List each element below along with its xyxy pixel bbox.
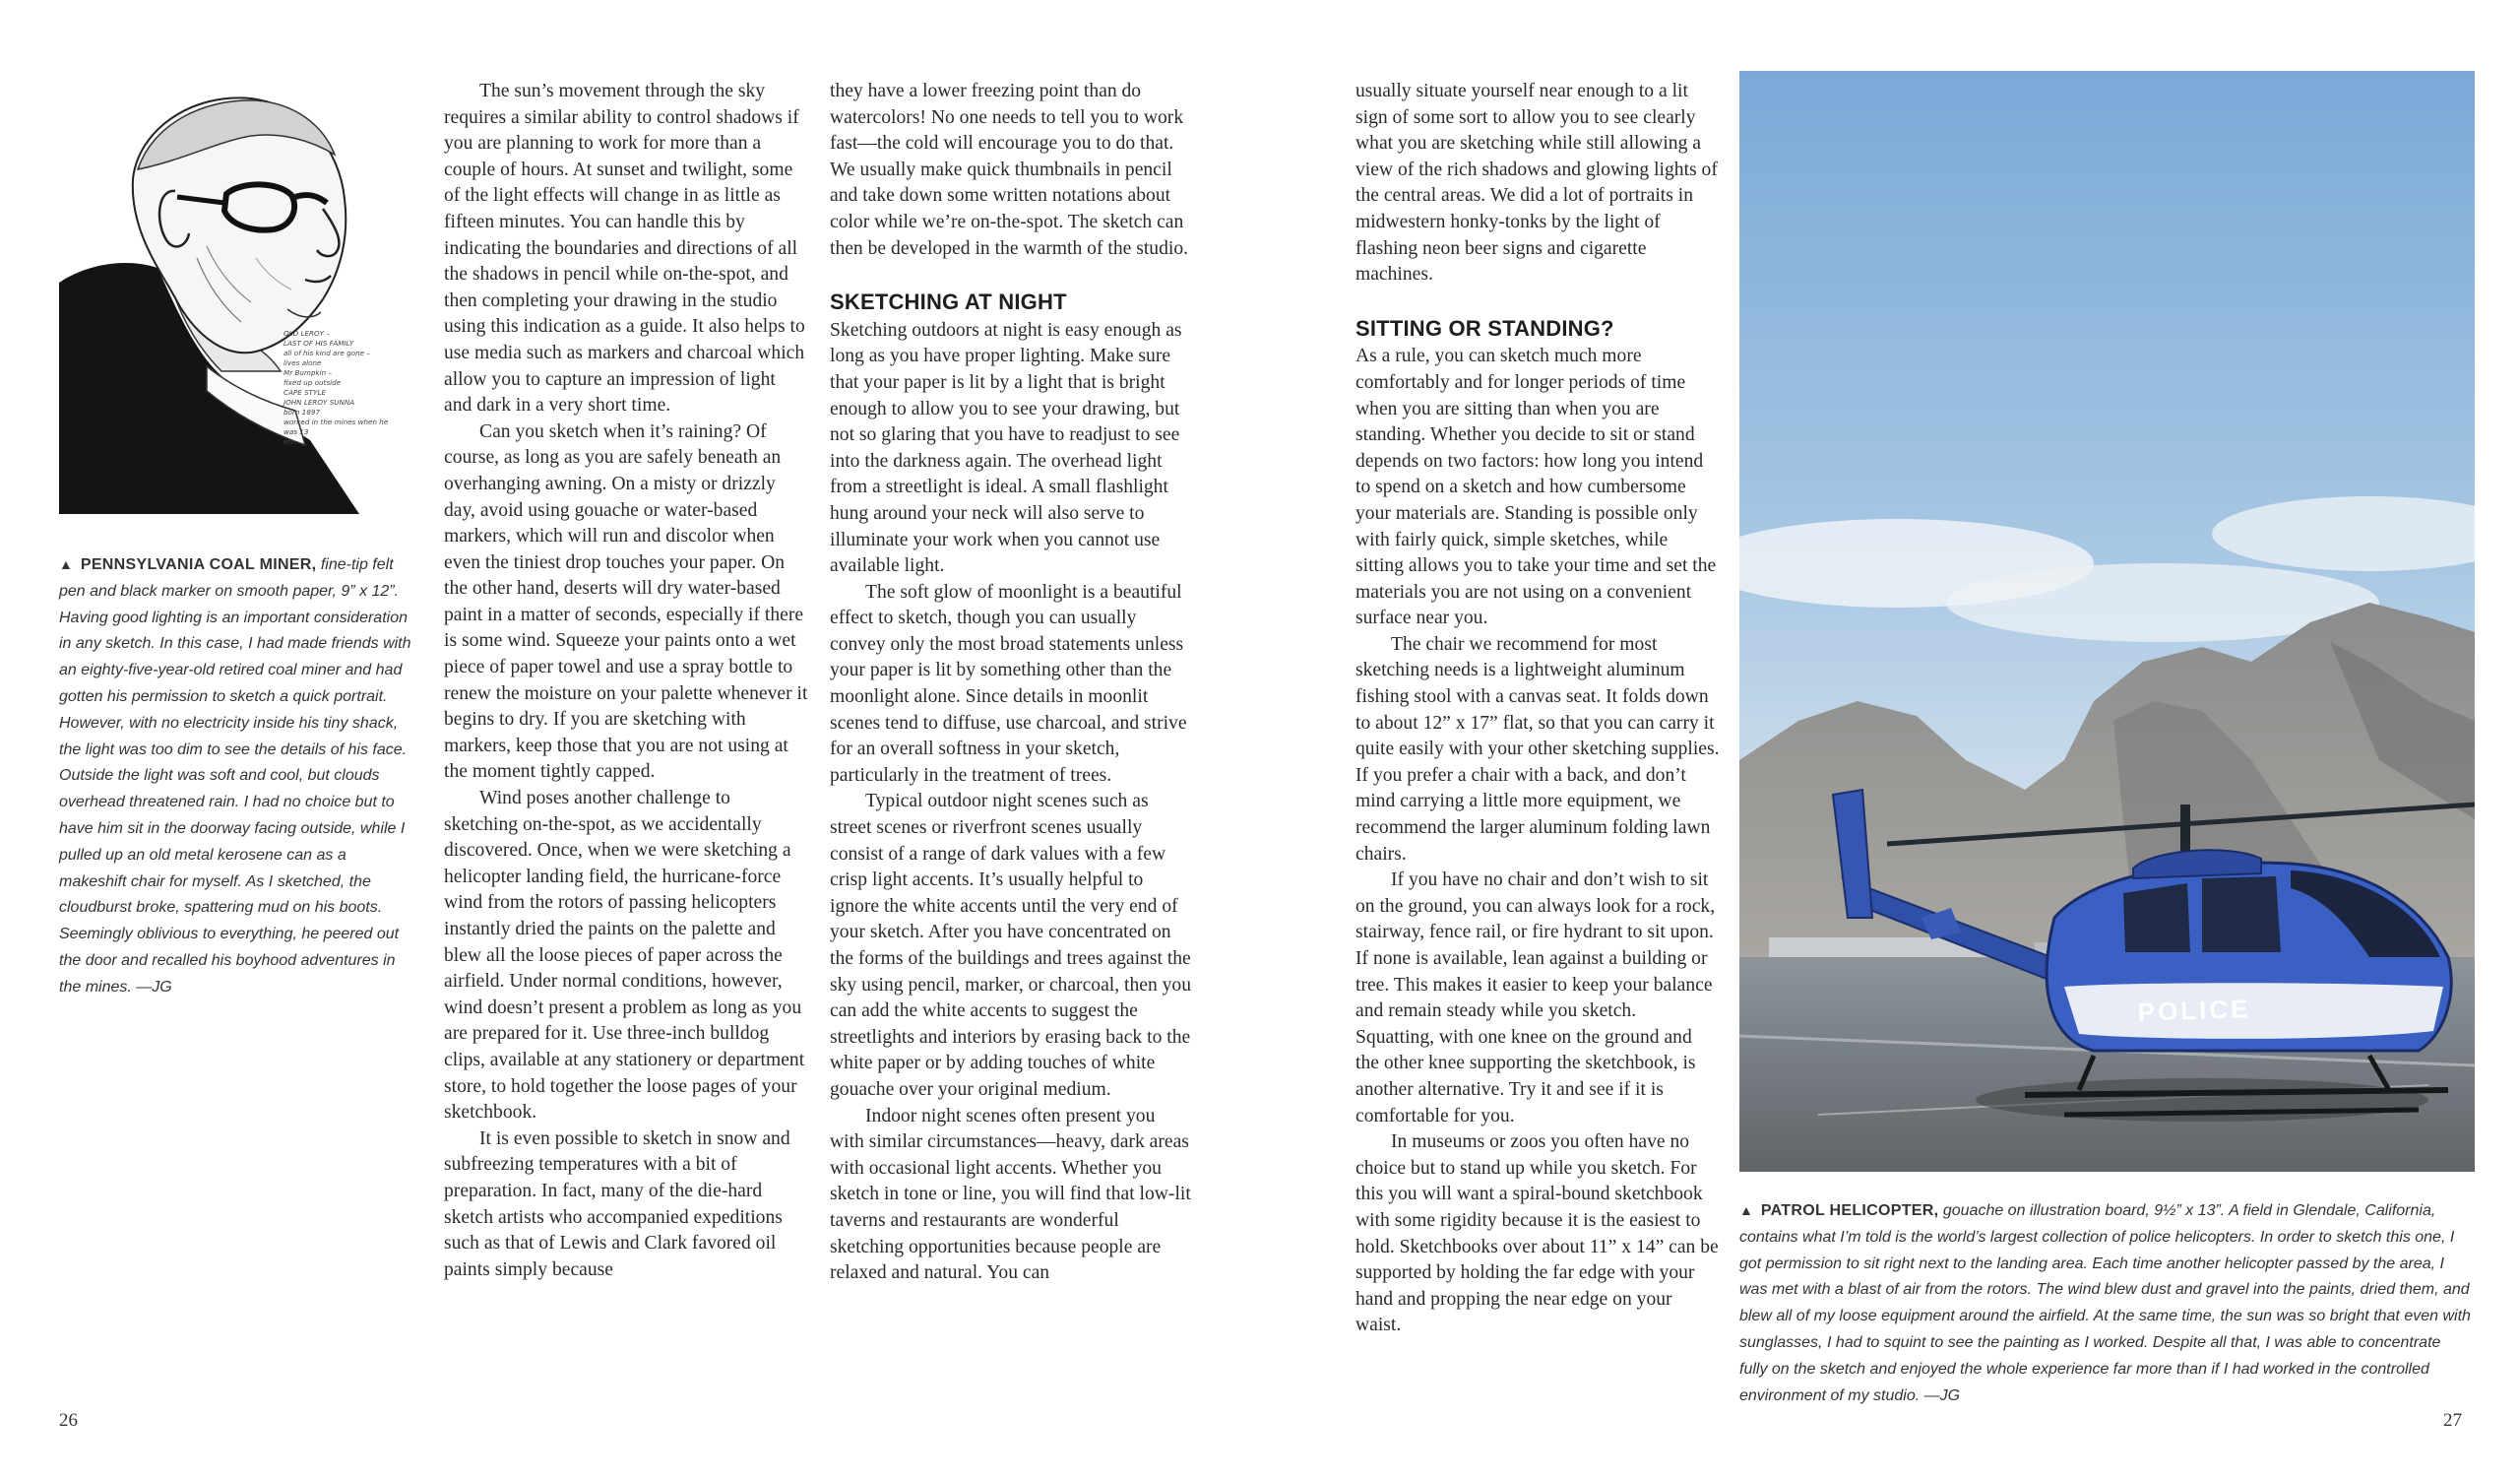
handwriting-line: LAST OF HIS FAMILY — [284, 339, 354, 348]
paragraph: The soft glow of moonlight is a beautiful effect to sketch, though you can usually convey only the most broad statements unless your paper is lit by something other than the moonlight alone. Since details in moonlit scenes tend to diffuse, use charcoal, and strive for an overall softness in your sketch, particularly in the treatment of trees. — [830, 581, 1187, 786]
text-column-1 — [444, 79, 808, 1283]
section-heading-sitting: SITTING OR STANDING? — [1355, 315, 1614, 341]
paragraph: In museums or zoos you often have no choice but to stand up while you sketch. For this you will want a spiral-bound sketchbook with some rigidity because it is the easiest to hold. Sketchbooks over about 11” x 14” can be supported by holding the far edge with your hand and propping the near edge on your waist. — [1355, 1131, 1719, 1336]
handwriting-line: Mr Bumpkin – — [284, 368, 333, 377]
paragraph: The sun’s movement through the sky requires a similar ability to control shadows if you are planning to work for more than a couple of hours. At sunset and twilight, some of the light effects will change in as little as fifteen minutes. You can handle this by indicating the boundaries and directions of all the shadows in pencil while on-the-spot, and then completing your drawing in the studio using this indication as a guide. It also helps to use media such as markers and charcoal which allow you to capture an impression of light and dark in a very short time. — [444, 81, 805, 417]
paragraph: Sketching outdoors at night is easy enough as long as you have proper lighting. Make sure that your paper is lit by a light that is bright enough to allow you to see your drawing, but not so glaring that you have to readjust to see into the darkness again. The overhead light from a streetlight is ideal. A small flashlight hung around your neck will also serve to illuminate your work when you cannot use available light. — [830, 319, 1182, 577]
handwriting-line: all of his kind are gone – — [284, 349, 370, 357]
caption-title: PENNSYLVANIA COAL MINER, — [80, 556, 317, 573]
page-number-left: 26 — [59, 1410, 78, 1431]
sketch-handwriting — [284, 329, 411, 447]
triangle-marker-icon: ▲ — [1739, 1202, 1753, 1218]
handwriting-line: worked in the mines when he — [284, 418, 389, 426]
paragraph: As a rule, you can sketch much more comfortably and for longer periods of time when you are sitting than when you are standing. Whether you decide to sit or stand depends on two factors: how long you intend to spend on a sketch and how cumbersome your materials are. Standing is possible only with fairly quick, simple sketches, while sitting allows you to take your time and set the materials you are not using on a convenient surface near you. — [1355, 346, 1717, 629]
paragraph: Typical outdoor night scenes such as street scenes or riverfront scenes usually consist of a range of dark values with a few crisp light accents. It’s usually helpful to ignore the white accents until the very end of your sketch. After you have concentrated on the forms of the buildings and trees against the sky using pencil, marker, or charcoal, then you can add the white accents to suggest the streetlights and interiors by erasing back to the white paper or by adding touches of white gouache over your original medium. — [830, 791, 1192, 1100]
triangle-marker-icon: ▲ — [59, 556, 73, 572]
paragraph: Wind poses another challenge to sketching on-the-spot, as we accidentally discovered. Once, when we were sketching a helicopter landing field, the hurricane-force wind from the rotors of passing helicopters instantly dried the paints on the palette and blew all the loose pieces of paper across the airfield. Under normal conditions, however, wind doesn’t present a problem as long as you are prepared for it. Use three-inch bulldog clips, available at any stationery or department store, to hold together the loose pages of your sketchbook. — [444, 788, 805, 1124]
coal-miner-sketch — [59, 71, 413, 514]
handwriting-line: etc. — [284, 437, 297, 446]
paragraph: The chair we recommend for most sketching needs is a lightweight aluminum fishing stool with a canvas seat. It folds down to about 12” x 17” flat, so that you can carry it quite easily with your other sketching supplies. If you prefer a chair with a back, and don’t mind carrying a little more equipment, we recommend the larger aluminum folding lawn chairs. — [1355, 633, 1720, 865]
paragraph: Can you sketch when it’s raining? Of course, as long as you are safely beneath an overhanging awning. On a misty or drizzly day, avoid using gouache or water-based markers, which will run and discolor when even the tiniest drop touches your paper. On the other hand, deserts will dry water-based paint in a matter of seconds, especially if there is some wind. Squeeze your paints onto a wet piece of paper towel and use a spray bottle to renew the moisture on your palette whenever it begins to dry. If you are sketching with markers, keep those that you are not using at the moment tightly capped. — [444, 420, 808, 783]
paragraph: Indoor night scenes often present you with similar circumstances—heavy, dark areas with occasional light accents. Whether you sketch in tone or line, you will find that low-lit taverns and restaurants are wonderful sketching opportunities because people are relaxed and natural. You can — [830, 1105, 1191, 1284]
handwriting-line: was 13 — [284, 427, 309, 436]
caption-text: Having good lighting is an important consideration in any sketch. In this case, I had made friends with an eighty-five-year-old retired coal miner and had gotten his permission to sketch a quick portrait. However, with no electricity inside his tiny shack, the light was too dim to see the details of his face. Outside the light was soft and cool, but clouds overhead threatened rain. I had no choice but to have him sit in the doorway facing outside, while I pulled up an old metal kerosene can as a makeshift chair for myself. As I sketched, the cloudburst broke, spattering mud on his boots. Seemingly oblivious to everything, he peered out the door and recalled his boyhood adventures in the mines. —JG — [59, 609, 411, 996]
paragraph: usually situate yourself near enough to a lit sign of some sort to allow you to see clearly what you are sketching while still allowing a view of the rich shadows and glowing lights of the central areas. We did a lot of portraits in midwestern honky-tonks by the light of flashing neon beer signs and cigarette machines. — [1355, 81, 1718, 286]
handwriting-line: born 1897 — [284, 408, 321, 417]
caption-title: PATROL HELICOPTER, — [1760, 1202, 1939, 1219]
patrol-helicopter-caption — [1739, 1197, 2473, 1409]
section-heading-night: SKETCHING AT NIGHT — [830, 290, 1067, 315]
paragraph: If you have no chair and don’t wish to sit on the ground, you can always look for a rock, stairway, fence rail, or fire hydrant to sit upon. If none is available, lean against a building or tree. This makes it easier to keep your balance and remain steady while you sketch. Squatting, with one knee on the ground and the other knee supporting the sketchbook, is another alternative. Try it and see if it is comfortable for you. — [1355, 869, 1716, 1126]
text-column-3 — [1355, 79, 1720, 1339]
paragraph: they have a lower freezing point than do watercolors! No one needs to tell you to work fast—the cold will encourage you to do that. We usually make quick thumbnails in pencil and take down some written notations about color while we’re on-the-spot. The sketch can then be developed in the warmth of the studio. — [830, 81, 1189, 259]
handwriting-line: OLD LEROY – — [284, 329, 330, 338]
helicopter-police-marking: POLICE — [2137, 994, 2251, 1027]
handwriting-line: JOHN LEROY SUNNA — [284, 398, 355, 407]
coal-miner-caption — [59, 551, 415, 1001]
text-column-2 — [830, 79, 1194, 1287]
handwriting-line: fixed up outside — [284, 378, 342, 387]
caption-text: A field in Glendale, California, contains what I’m told is the world’s largest collection of police helicopters. In order to sketch this one, I got permission to sit right next to the landing area. Each time another helicopter passed by the area, I was met with a blast of air from the rotors. The wind blew dust and gravel into the paints, dried them, and blew all of my loose equipment around the airfield. At the same time, the sun was so bright that even with sunglasses, I had to squint to see the painting as I worked. Despite all that, I was able to concentrate fully on the sketch and enjoyed the whole experience far more than if I had worked in the controlled environment of my studio. —JG — [1739, 1202, 2471, 1404]
handwriting-line: CAPE STYLE — [284, 388, 326, 397]
paragraph: It is even possible to sketch in snow and subfreezing temperatures with a bit of preparation. In fact, many of the die-hard sketch artists who accompanied expeditions such as that of Lewis and Clark favored oil paints simply because — [444, 1127, 790, 1280]
handwriting-line: lives alone — [284, 358, 322, 367]
page-number-right: 27 — [2443, 1410, 2462, 1431]
patrol-helicopter-painting — [1739, 71, 2475, 1172]
caption-medium: fine-tip felt pen and black marker on smooth paper, 9” x 12”. — [59, 556, 400, 600]
caption-medium: gouache on illustration board, 9½” x 13”. — [1942, 1202, 2226, 1219]
